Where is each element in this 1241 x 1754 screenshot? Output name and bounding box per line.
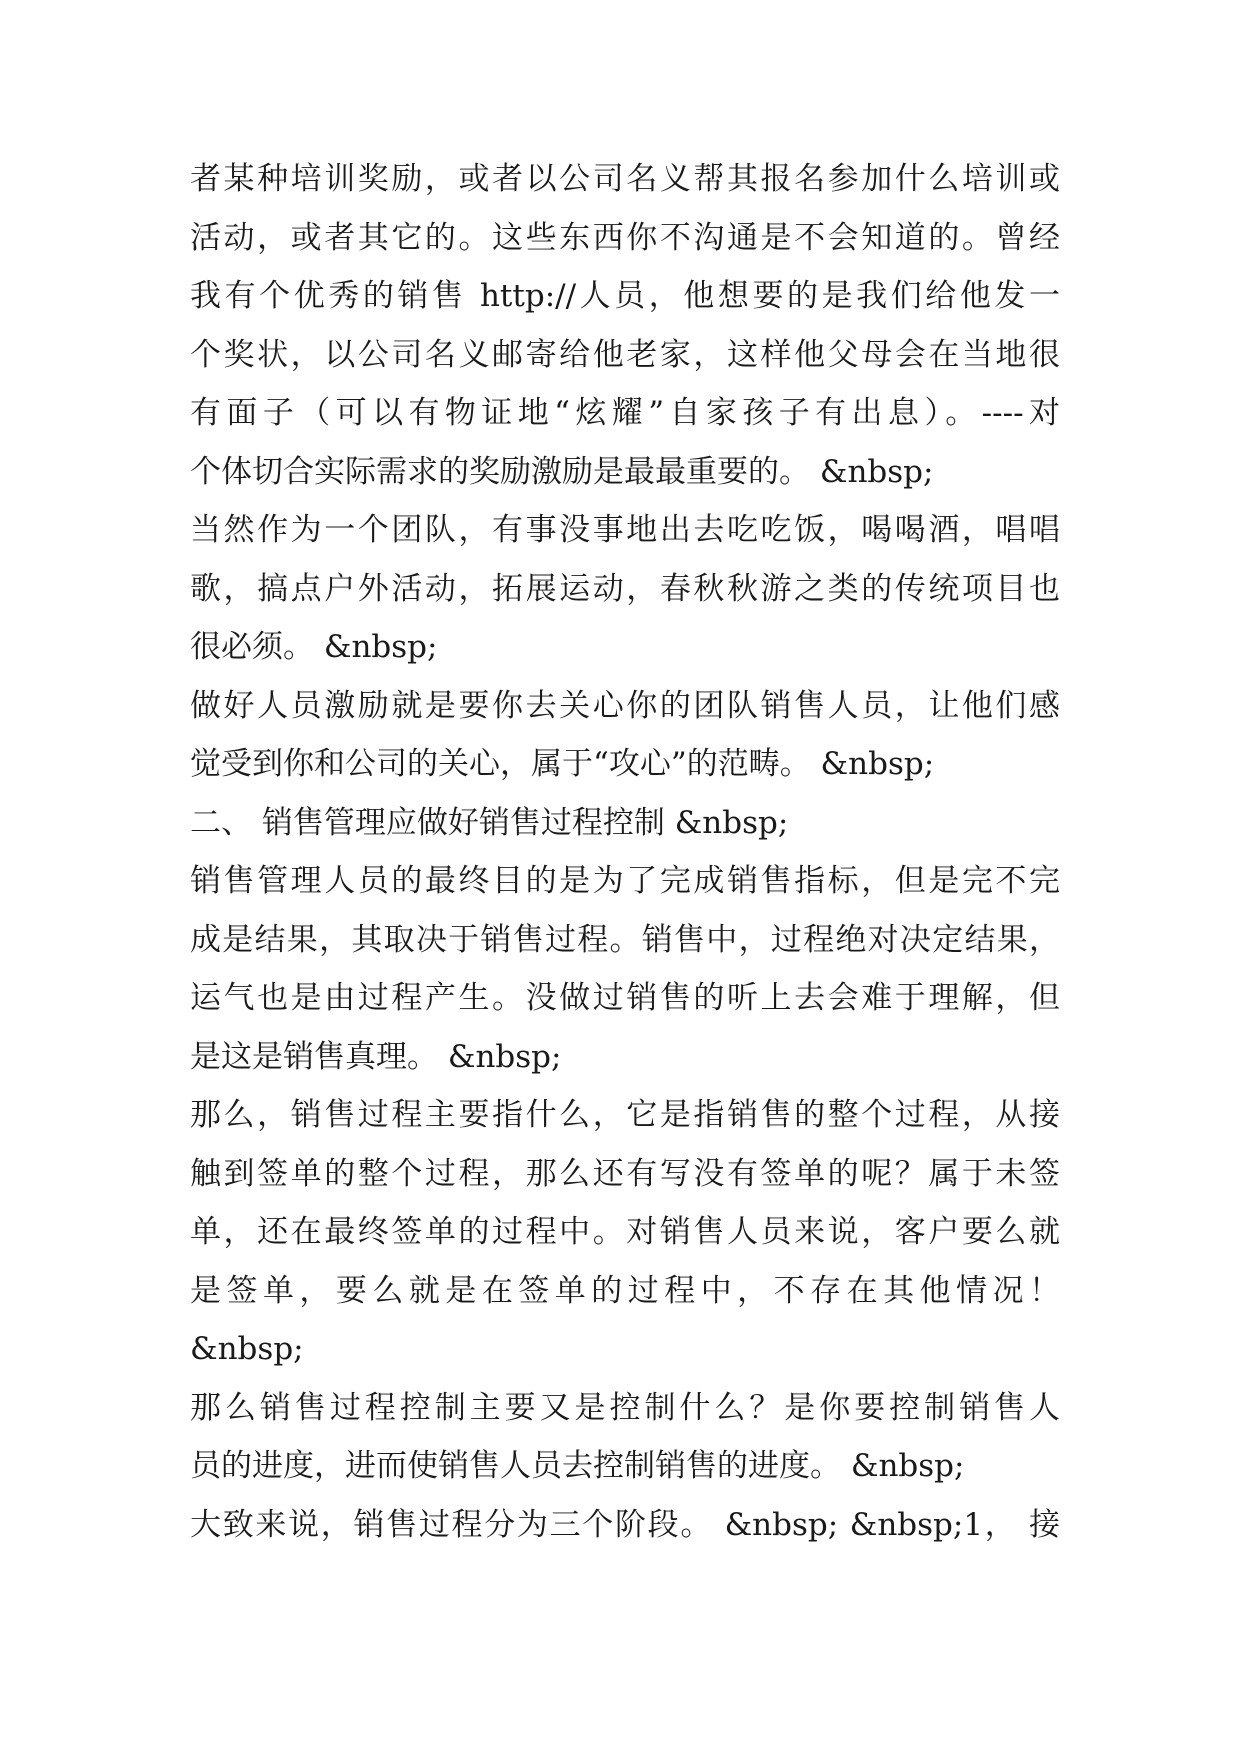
text-line: 做好人员激励就是要你去关心你的团队销售人员，让他们感 [190,687,1060,724]
text-line: 那么销售过程控制主要又是控制什么？是你要控制销售人 [190,1389,1060,1426]
text-line: 我有个优秀的销售 http://人员，他想要的是我们给他发一 [190,278,1060,314]
text-line: 者某种培训奖励，或者以公司名义帮其报名参加什么培训或 [190,161,1060,197]
text-line: 觉受到你和公司的关心，属于“攻心”的范畴。 &nbsp; [190,746,935,782]
text-line: 触到签单的整个过程，那么还有写没有签单的呢？属于未签 [190,1155,1060,1192]
text-line: 活动，或者其它的。这些东西你不沟通是不会知道的。曾经 [190,219,1060,256]
text-line: 运气也是由过程产生。没做过销售的听上去会难于理解，但 [190,980,1060,1016]
text-line: 很必须。 &nbsp; [190,629,438,665]
document-body [190,150,1060,1554]
text-line: 当然作为一个团队，有事没事地出去吃吃饭，喝喝酒，唱唱 [190,512,1060,548]
text-line: &nbsp; [190,1331,304,1367]
text-line: 个体切合实际需求的奖励激励是最最重要的。 &nbsp; [190,453,934,490]
text-line: 大致来说，销售过程分为三个阶段。 &nbsp; &nbsp;1， 接 [190,1506,1060,1543]
text-line: 二、 销售管理应做好销售过程控制 &nbsp; [190,804,789,841]
text-line: 是签单，要么就是在签单的过程中，不存在其他情况！ [190,1272,1060,1309]
text-line: 那么，销售过程主要指什么，它是指销售的整个过程，从接 [190,1097,1060,1133]
text-line: 是这是销售真理。 &nbsp; [190,1038,562,1075]
text-line: 个奖状，以公司名义邮寄给他老家，这样他父母会在当地很 [190,336,1060,373]
text-line: 成是结果，其取决于销售过程。销售中，过程绝对决定结果， [190,921,1060,958]
text-line: 员的进度，进而使销售人员去控制销售的进度。 &nbsp; [190,1448,965,1484]
text-line: 单，还在最终签单的过程中。对销售人员来说，客户要么就 [190,1214,1060,1250]
text-line: 歌，搞点户外活动，拓展运动，春秋秋游之类的传统项目也 [190,570,1060,607]
text-line: 有面子（可以有物证地“炫耀”自家孩子有出息）。----对 [190,395,1060,431]
text-line: 销售管理人员的最终目的是为了完成销售指标，但是完不完 [190,863,1060,899]
